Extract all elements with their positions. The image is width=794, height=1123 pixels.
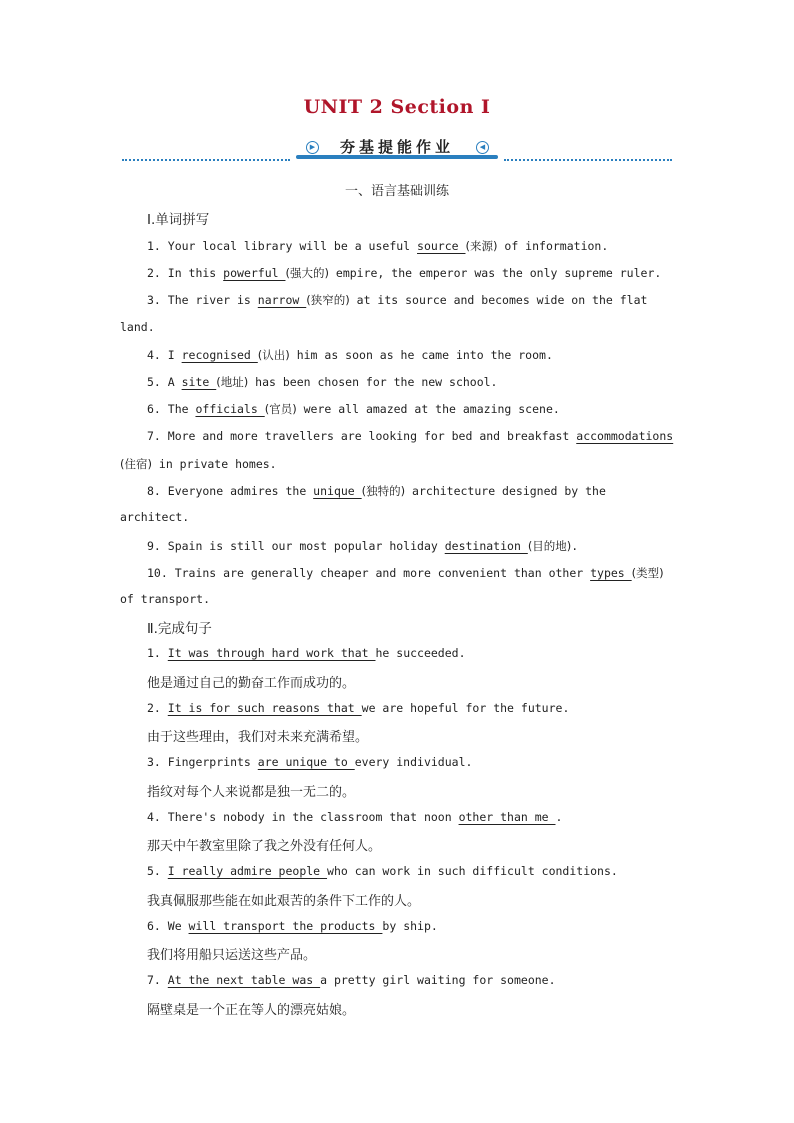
part2-heading: Ⅱ.完成句子 [147, 621, 212, 637]
list-item: 10. Trains are generally cheaper and more convenient than other types (类型) [147, 566, 664, 580]
page-title: UNIT 2 Section Ⅰ [303, 96, 491, 118]
section-subhead: 一、语言基础训练 [344, 184, 449, 199]
list-item: 4. I recognised (认出) him as soon as he came into the room. [147, 348, 553, 362]
list-item: 5. I really admire people who can work in such difficult conditions. [147, 864, 618, 878]
list-item: 5. A site (地址) has been chosen for the new school. [147, 375, 498, 389]
banner-dotted-line-left [122, 159, 290, 161]
list-item: 3. Fingerprints are unique to every individual. [147, 755, 473, 769]
list-item-continuation: land. [120, 320, 155, 334]
translation: 那天中午教室里除了我之外没有任何人。 [147, 839, 382, 854]
list-item: 1. It was through hard work that he succeeded. [147, 646, 466, 660]
translation: 我们将用船只运送这些产品。 [147, 948, 317, 963]
translation: 隔壁桌是一个正在等人的漂亮姑娘。 [147, 1003, 356, 1018]
list-item: 6. The officials (官员) were all amazed at the amazing scene. [147, 402, 560, 416]
banner-dotted-line-right [504, 159, 672, 161]
list-item-continuation: (住宿) in private homes. [120, 457, 277, 471]
translation: 指纹对每个人来说都是独一无二的。 [147, 785, 356, 800]
translation: 由于这些理由，我们对未来充满希望。 [147, 730, 369, 745]
list-item: 7. At the next table was a pretty girl waiting for someone. [147, 973, 556, 987]
list-item: 3. The river is narrow (狭窄的) at its source and becomes wide on the flat [147, 293, 648, 307]
arrow-left-icon: ◀ [476, 141, 489, 154]
list-item-continuation: of transport. [120, 592, 211, 606]
list-item: 9. Spain is still our most popular holiday destination (目的地). [147, 539, 579, 553]
list-item: 6. We will transport the products by ship. [147, 919, 438, 933]
arrow-right-icon: ▶ [306, 141, 319, 154]
list-item: 8. Everyone admires the unique (独特的) architecture designed by the [147, 484, 606, 498]
list-item-continuation: architect. [120, 510, 190, 524]
list-item: 1. Your local library will be a useful source (来源) of information. [147, 239, 609, 253]
translation: 我真佩服那些能在如此艰苦的条件下工作的人。 [147, 894, 421, 909]
list-item: 2. It is for such reasons that we are hopeful for the future. [147, 701, 570, 715]
list-item: 7. More and more travellers are looking for bed and breakfast accommodations [147, 429, 674, 443]
banner-label: 夯基提能作业 [339, 138, 454, 156]
list-item: 4. There's nobody in the classroom that noon other than me . [147, 810, 563, 824]
part1-heading: Ⅰ.单词拼写 [147, 212, 210, 228]
section-banner [120, 136, 674, 166]
translation: 他是通过自己的勤奋工作而成功的。 [147, 676, 356, 691]
list-item: 2. In this powerful (强大的) empire, the emperor was the only supreme ruler. [147, 266, 662, 280]
